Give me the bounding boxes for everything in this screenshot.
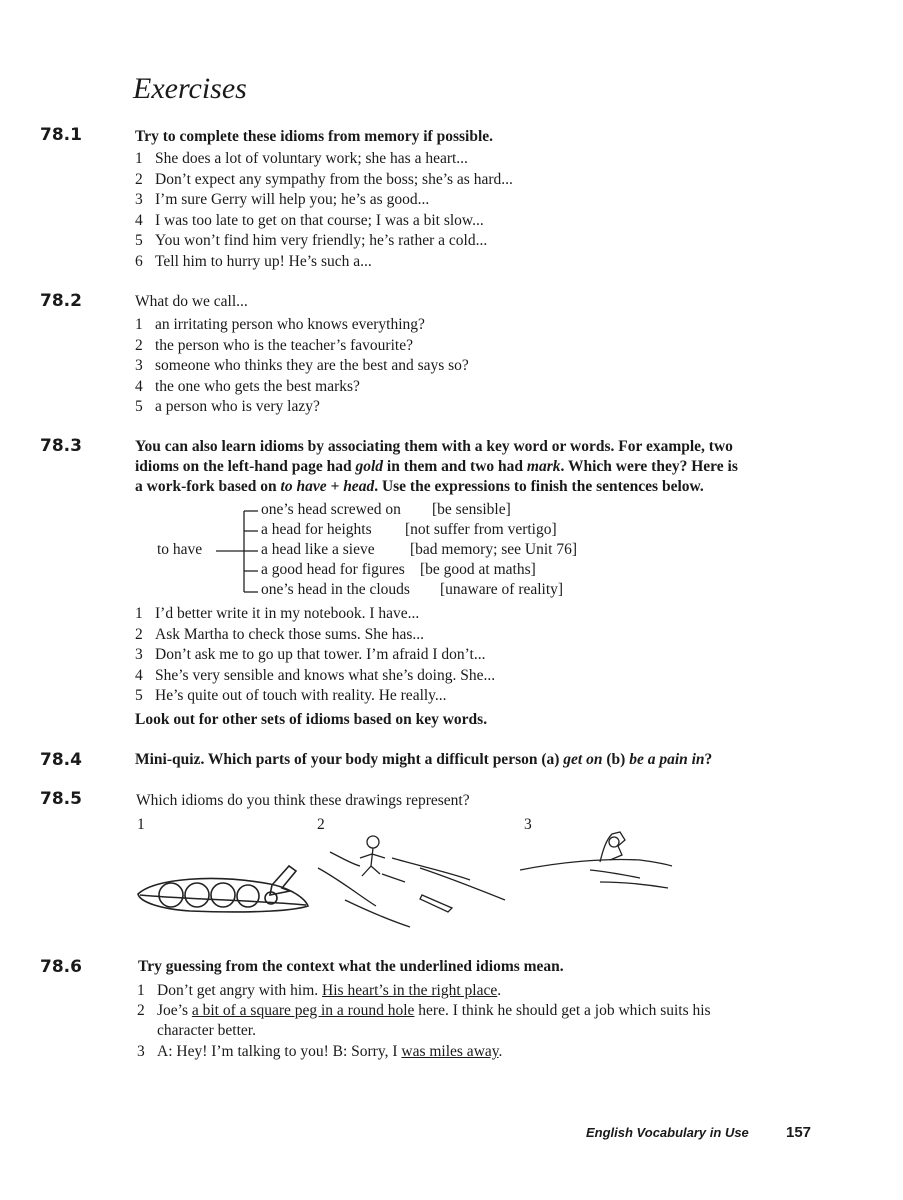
list-item: 1 Don’t get angry with him. His heart’s in the right place. <box>137 982 502 999</box>
list-item: 2 Don’t expect any sympathy from the boss; she’s as hard... <box>135 170 513 188</box>
list-item: 1 an irritating person who knows everything? <box>135 316 425 333</box>
fork-expression: one’s head in the clouds <box>261 581 410 598</box>
exercise-heading-78-1: Try to complete these idioms from memory if possible. <box>135 128 494 145</box>
underlined-idiom: was miles away <box>401 1043 499 1060</box>
exercise-heading-78-6: Try guessing from the context what the underlined idioms mean. <box>138 958 564 975</box>
fork-meaning: [be good at maths] <box>420 561 536 578</box>
fork-meaning: [bad memory; see Unit 76] <box>410 541 578 558</box>
fork-expression: one’s head screwed on <box>261 501 401 518</box>
list-item: 1 I’d better write it in my notebook. I have... <box>135 605 420 622</box>
list-item: 5 He’s quite out of touch with reality. He really... <box>135 687 447 704</box>
drawing-head-in-the-clouds <box>318 836 505 927</box>
exercise-number-78-3: 78.3 <box>40 436 82 456</box>
exercise-78-3-closing: Look out for other sets of idioms based on key words. <box>135 711 488 728</box>
page-number: 157 <box>786 1124 812 1141</box>
page-title: Exercises <box>133 72 247 105</box>
exercise-heading-78-5: Which idioms do you think these drawings represent? <box>136 792 470 809</box>
book-title: English Vocabulary in Use <box>586 1125 749 1140</box>
fork-meaning: [be sensible] <box>432 501 511 518</box>
list-item: 5 a person who is very lazy? <box>135 398 320 415</box>
fork-expression: a good head for figures <box>261 561 405 578</box>
list-item: 3 someone who thinks they are the best and says so? <box>135 357 469 374</box>
underlined-idiom: a bit of a square peg in a round hole <box>191 1002 415 1019</box>
fork-expression: a head like a sieve <box>261 541 375 558</box>
list-item: 1 She does a lot of voluntary work; she has a heart... <box>135 150 468 167</box>
exercise-number-78-2: 78.2 <box>40 291 82 311</box>
list-item: 3 I’m sure Gerry will help you; he’s as good... <box>135 191 430 208</box>
word-fork-root: to have <box>157 541 203 558</box>
list-item: 4 I was too late to get on that course; I was a bit slow... <box>135 211 484 229</box>
exercise-heading-78-2: What do we call... <box>135 293 248 310</box>
list-item: 2 Joe’s a bit of a square peg in a round hole here. I think he should get a job which suits his <box>137 1002 711 1019</box>
underlined-idiom: His heart’s in the right place <box>322 982 498 999</box>
list-item: 2 Ask Martha to check those sums. She has... <box>135 625 425 643</box>
exercise-number-78-1: 78.1 <box>40 125 82 145</box>
fork-meaning: [unaware of reality] <box>440 581 564 598</box>
exercise-number-78-5: 78.5 <box>40 789 82 809</box>
list-item-continuation: character better. <box>157 1022 256 1039</box>
drawing-label-2: 2 <box>317 816 325 833</box>
list-item: 3 A: Hey! I’m talking to you! B: Sorry, I was miles away. <box>137 1043 503 1060</box>
drawing-head-on-hill <box>520 832 672 888</box>
list-item: 4 the one who gets the best marks? <box>135 377 360 395</box>
list-item: 3 Don’t ask me to go up that tower. I’m afraid I don’t... <box>135 646 486 663</box>
exercise-heading-78-4: Mini-quiz. Which parts of your body might a difficult person (a) get on (b) be a pain in? <box>135 751 713 768</box>
drawing-label-1: 1 <box>137 816 145 833</box>
fork-expression: a head for heights <box>261 521 372 538</box>
word-fork-bracket <box>216 511 258 592</box>
exercise-number-78-4: 78.4 <box>40 750 82 770</box>
drawing-label-3: 3 <box>524 816 532 833</box>
drawing-peas-in-a-pod <box>138 866 308 912</box>
list-item: 5 You won’t find him very friendly; he’s rather a cold... <box>135 232 488 249</box>
list-item: 2 the person who is the teacher’s favourite? <box>135 336 413 354</box>
exercise-number-78-6: 78.6 <box>40 957 82 977</box>
list-item: 6 Tell him to hurry up! He’s such a... <box>135 252 372 270</box>
fork-meaning: [not suffer from vertigo] <box>405 521 557 538</box>
exercise-heading-78-3: You can also learn idioms by associating them with a key word or words. For example, two idioms on the left-hand page had gold in them and two had mark. Which were they? Here is a work-fork based on to have + head. Use the expressions to finish the sentences below. <box>135 438 738 495</box>
list-item: 4 She’s very sensible and knows what she’s doing. She... <box>135 666 496 684</box>
